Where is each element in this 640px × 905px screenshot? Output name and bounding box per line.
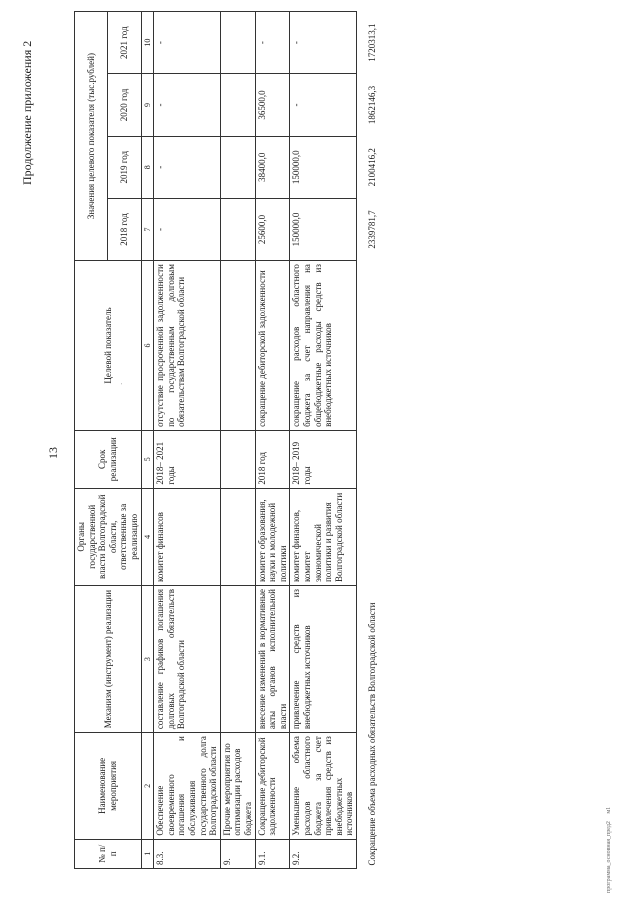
total-value-2020: 1862146,3 — [357, 74, 379, 136]
row-value-2019: 38400,0 — [255, 136, 290, 198]
header-organs: Органы государственной власти Волгоградской области, ответственные за реализацию — [75, 488, 142, 585]
row-value-2018: 25600,0 — [255, 198, 290, 260]
row-name: Обеспечение своевременного погашения и обслуживания государственного долга Волгоградской области — [154, 733, 221, 839]
header-year-2018: 2018 год — [108, 198, 141, 260]
header-term: Срок реализации — [75, 430, 142, 488]
row-no: 9. — [220, 839, 255, 868]
header-year-2019: 2019 год — [108, 136, 141, 198]
column-index-row — [141, 12, 153, 869]
row-target — [220, 261, 255, 431]
col-index: 9 — [141, 74, 153, 136]
col-index: 7 — [141, 198, 153, 260]
col-index: 4 — [141, 488, 153, 585]
table-row — [255, 12, 290, 869]
col-index: 1 — [141, 839, 153, 868]
header-row — [75, 12, 108, 869]
row-value-2020: 36500,0 — [255, 74, 290, 136]
measures-table — [74, 11, 379, 869]
footer-filename — [606, 807, 612, 893]
header-target: Целевой показатель — [75, 261, 142, 431]
header-name: Наименование мероприятия — [75, 733, 142, 839]
scan-mark: · — [118, 382, 126, 385]
row-name: Сокращение дебиторской задолженности — [255, 733, 290, 839]
row-value-2020: - — [290, 74, 357, 136]
row-name: Прочие мероприятия по оптимизации расходов бюджета — [220, 733, 255, 839]
row-organs: комитет образования, науки и молодежной политики — [255, 488, 290, 585]
row-value-2019 — [220, 136, 255, 198]
header-no: № п/п — [75, 839, 142, 868]
row-no: 8.3. — [154, 839, 221, 868]
col-index: 10 — [141, 12, 153, 74]
row-mechanism — [220, 586, 255, 733]
row-name: Уменьшение объема расходов областного бюджета за счет привлечения средств из внебюджетных источников — [290, 733, 357, 839]
page-number: 13 — [46, 447, 60, 459]
row-value-2018: 150000,0 — [290, 198, 357, 260]
col-index: 3 — [141, 586, 153, 733]
row-value-2019: 150000,0 — [290, 136, 357, 198]
row-term: 2018– 2021 годы — [154, 430, 221, 488]
row-value-2021: - — [255, 12, 290, 74]
row-organs — [220, 488, 255, 585]
row-organs: комитет финансов — [154, 488, 221, 585]
row-value-2021: - — [290, 12, 357, 74]
row-value-2020 — [220, 74, 255, 136]
row-mechanism: привлечение средств из внебюджетных источников — [290, 586, 357, 733]
table-row — [220, 12, 255, 869]
header-year-2021: 2021 год — [108, 12, 141, 74]
row-target: сокращение дебиторской задолженности — [255, 261, 290, 431]
total-label: Сокращение объема расходных обязательств Волгоградской области — [357, 261, 379, 869]
total-row — [357, 12, 379, 869]
row-target: отсутствие просроченной задолженности по государственным долговым обязательствам Волгоградской области — [154, 261, 221, 431]
row-organs: комитет финансов, комитет экономической политики и развития Волгоградской области — [290, 488, 357, 585]
row-value-2018: - — [154, 198, 221, 260]
col-index: 5 — [141, 430, 153, 488]
row-mechanism: внесение изменений в нормативные акты органов исполнительной власти — [255, 586, 290, 733]
row-term: 2018 год — [255, 430, 290, 488]
row-no: 9.2. — [290, 839, 357, 868]
row-value-2019: - — [154, 136, 221, 198]
header-mechanism: Механизм (инструмент) реализации — [75, 586, 142, 733]
row-value-2021: - — [154, 12, 221, 74]
footer-file: программа_основная_пред2 — [606, 821, 612, 893]
row-term — [220, 430, 255, 488]
row-term: 2018– 2019 годы — [290, 430, 357, 488]
table-row — [290, 12, 357, 869]
col-index: 2 — [141, 733, 153, 839]
table-row — [154, 12, 221, 869]
row-no: 9.1. — [255, 839, 290, 868]
continuation-caption: Продолжение приложения 2 — [20, 40, 34, 185]
col-index: 8 — [141, 136, 153, 198]
row-mechanism: составление графиков погашения долговых обязательств Волгоградской области — [154, 586, 221, 733]
total-value-2018: 2339781,7 — [357, 198, 379, 260]
total-value-2021: 1720313,1 — [357, 12, 379, 74]
row-value-2020: - — [154, 74, 221, 136]
header-year-2020: 2020 год — [108, 74, 141, 136]
footer-mark: м1 — [606, 806, 612, 814]
col-index: 6 — [141, 261, 153, 431]
row-value-2021 — [220, 12, 255, 74]
row-value-2018 — [220, 198, 255, 260]
header-values-group: Значения целевого показателя (тыс.рублей) — [75, 12, 108, 261]
total-value-2019: 2100416,2 — [357, 136, 379, 198]
row-target: сокращение расходов областного бюджета за счет направления на общебюджетные расходы средств из внебюджетных источников — [290, 261, 357, 431]
